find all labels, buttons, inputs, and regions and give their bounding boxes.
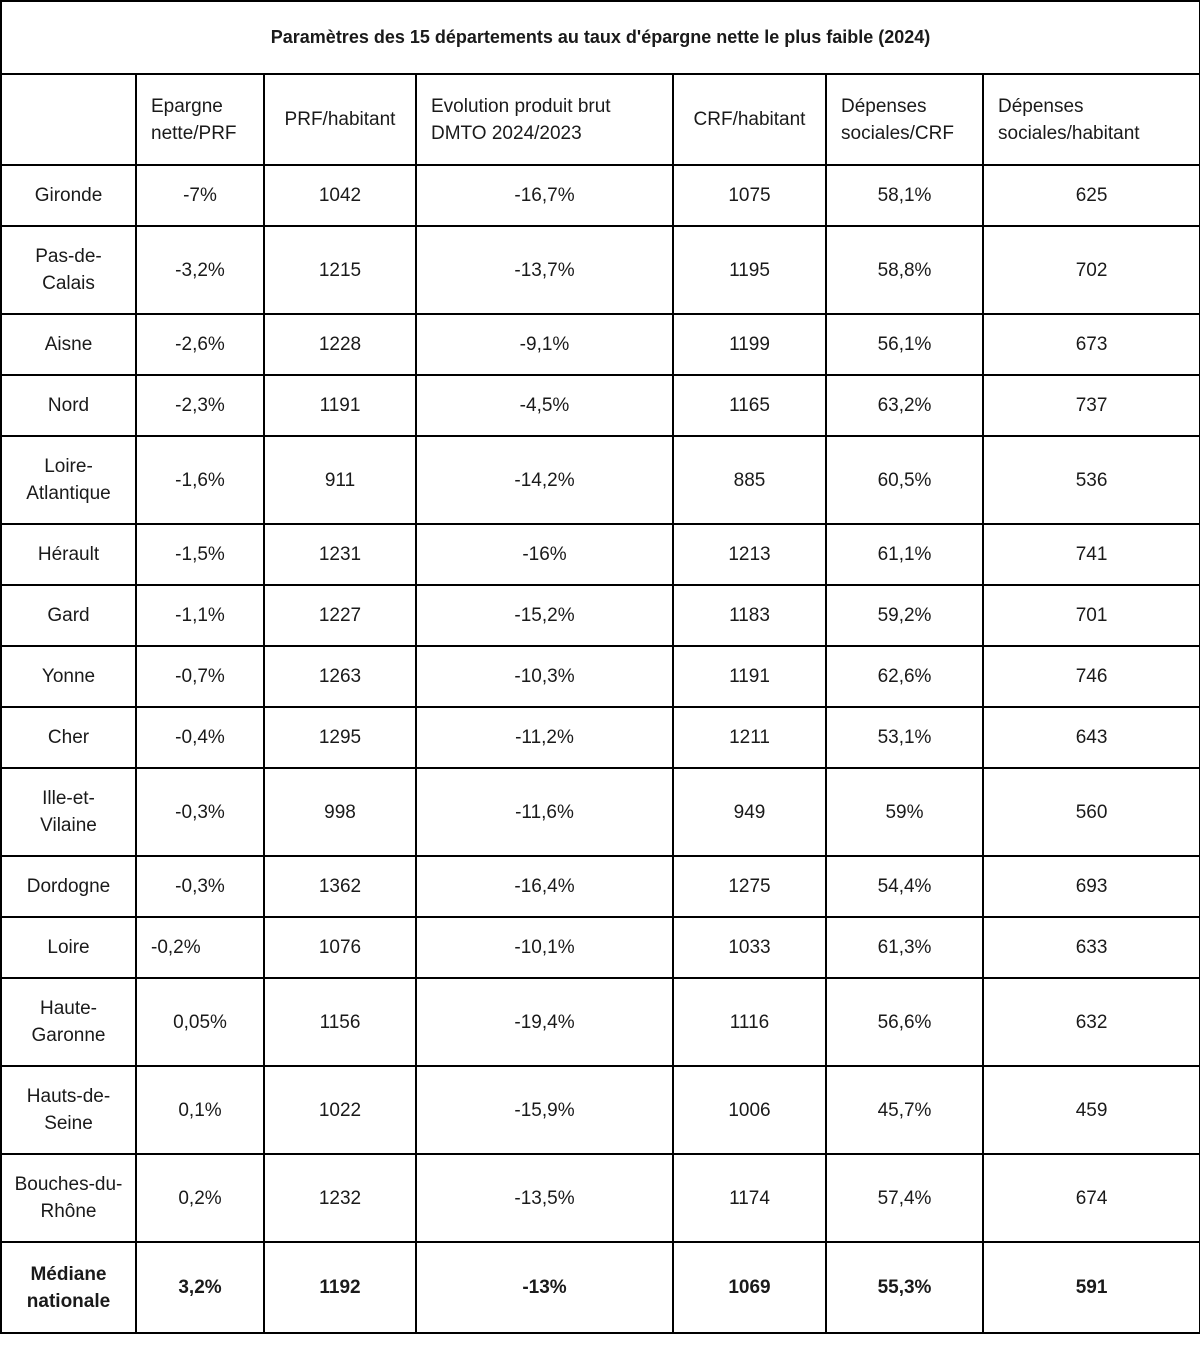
prf-habitant-cell: 1295 [264, 707, 416, 768]
depenses-sociales-habitant-cell: 737 [983, 375, 1200, 436]
evolution-dmto-cell: -15,2% [416, 585, 673, 646]
median-label-cell: Médiane nationale [1, 1242, 136, 1333]
evolution-dmto-cell: -10,1% [416, 917, 673, 978]
crf-habitant-cell: 1174 [673, 1154, 826, 1242]
departement-name-cell: Ille-et-Vilaine [1, 768, 136, 856]
table-row [1, 917, 1200, 978]
crf-habitant-cell: 1006 [673, 1066, 826, 1154]
epargne-nette-prf-cell: -0,7% [136, 646, 264, 707]
crf-habitant-cell: 1191 [673, 646, 826, 707]
departement-name-cell: Hauts-de-Seine [1, 1066, 136, 1154]
evolution-dmto-cell: -11,6% [416, 768, 673, 856]
epargne-nette-prf-cell: 0,1% [136, 1066, 264, 1154]
epargne-nette-prf-cell: -0,4% [136, 707, 264, 768]
crf-habitant-cell: 949 [673, 768, 826, 856]
depenses-sociales-crf-cell: 59% [826, 768, 983, 856]
depenses-sociales-habitant-cell: 643 [983, 707, 1200, 768]
depenses-sociales-habitant-cell: 633 [983, 917, 1200, 978]
evolution-dmto-cell: -4,5% [416, 375, 673, 436]
prf-habitant-cell: 1076 [264, 917, 416, 978]
header-prf-habitant: PRF/habitant [264, 74, 416, 165]
depenses-sociales-habitant-cell: 701 [983, 585, 1200, 646]
departement-name-cell: Cher [1, 707, 136, 768]
evolution-dmto-cell: -13,7% [416, 226, 673, 314]
table-row [1, 314, 1200, 375]
departement-name-cell: Loire [1, 917, 136, 978]
depenses-sociales-crf-cell: 62,6% [826, 646, 983, 707]
depenses-sociales-crf-cell: 60,5% [826, 436, 983, 524]
departement-name-cell: Gironde [1, 165, 136, 226]
prf-habitant-cell: 1263 [264, 646, 416, 707]
epargne-nette-prf-cell: -0,2% [136, 917, 264, 978]
epargne-nette-prf-cell: -2,6% [136, 314, 264, 375]
table-row [1, 1154, 1200, 1242]
depenses-sociales-habitant-cell: 674 [983, 1154, 1200, 1242]
table-row [1, 524, 1200, 585]
table-row [1, 375, 1200, 436]
evolution-dmto-cell: -13,5% [416, 1154, 673, 1242]
depenses-sociales-crf-cell: 53,1% [826, 707, 983, 768]
header-depenses-sociales-crf: Dépenses sociales/CRF [826, 74, 983, 165]
crf-habitant-cell: 1033 [673, 917, 826, 978]
prf-habitant-cell: 1228 [264, 314, 416, 375]
crf-habitant-cell: 1116 [673, 978, 826, 1066]
depenses-sociales-crf-cell: 58,1% [826, 165, 983, 226]
evolution-dmto-cell: -15,9% [416, 1066, 673, 1154]
epargne-nette-prf-cell: -7% [136, 165, 264, 226]
table-row [1, 436, 1200, 524]
prf-habitant-cell: 1215 [264, 226, 416, 314]
depenses-sociales-crf-cell: 61,3% [826, 917, 983, 978]
prf-habitant-cell: 998 [264, 768, 416, 856]
epargne-nette-prf-cell: -0,3% [136, 768, 264, 856]
table-body [1, 165, 1200, 1333]
depenses-sociales-crf-cell: 59,2% [826, 585, 983, 646]
crf-habitant-cell: 1183 [673, 585, 826, 646]
header-epargne-nette-prf: Epargne nette/PRF [136, 74, 264, 165]
header-departement [1, 74, 136, 165]
departement-name-cell: Dordogne [1, 856, 136, 917]
crf-habitant-cell: 1211 [673, 707, 826, 768]
prf-habitant-cell: 1022 [264, 1066, 416, 1154]
depenses-sociales-habitant-cell: 632 [983, 978, 1200, 1066]
crf-habitant-cell: 1195 [673, 226, 826, 314]
header-row [1, 74, 1200, 165]
table-row [1, 585, 1200, 646]
depenses-sociales-crf-cell: 56,1% [826, 314, 983, 375]
prf-habitant-cell: 1232 [264, 1154, 416, 1242]
depenses-sociales-crf-cell: 54,4% [826, 856, 983, 917]
evolution-dmto-cell: -16% [416, 524, 673, 585]
epargne-nette-prf-cell: -1,6% [136, 436, 264, 524]
table-row [1, 226, 1200, 314]
table-row [1, 978, 1200, 1066]
prf-habitant-cell: 1042 [264, 165, 416, 226]
depenses-sociales-habitant-cell: 693 [983, 856, 1200, 917]
evolution-dmto-cell: -16,4% [416, 856, 673, 917]
header-evolution-dmto: Evolution produit brut DMTO 2024/2023 [416, 74, 673, 165]
epargne-nette-prf-cell: 0,05% [136, 978, 264, 1066]
epargne-nette-prf-cell: -3,2% [136, 226, 264, 314]
evolution-dmto-cell: -14,2% [416, 436, 673, 524]
median-depenses-sociales-crf-cell: 55,3% [826, 1242, 983, 1333]
table-row [1, 1066, 1200, 1154]
epargne-nette-prf-cell: 0,2% [136, 1154, 264, 1242]
depenses-sociales-crf-cell: 45,7% [826, 1066, 983, 1154]
depenses-sociales-habitant-cell: 673 [983, 314, 1200, 375]
crf-habitant-cell: 1075 [673, 165, 826, 226]
table-row [1, 856, 1200, 917]
table-title: Paramètres des 15 départements au taux d'épargne nette le plus faible (2024) [1, 1, 1200, 74]
crf-habitant-cell: 1275 [673, 856, 826, 917]
table-row [1, 165, 1200, 226]
depenses-sociales-habitant-cell: 459 [983, 1066, 1200, 1154]
depenses-sociales-habitant-cell: 741 [983, 524, 1200, 585]
departement-name-cell: Haute-Garonne [1, 978, 136, 1066]
depenses-sociales-habitant-cell: 560 [983, 768, 1200, 856]
crf-habitant-cell: 1213 [673, 524, 826, 585]
depenses-sociales-crf-cell: 57,4% [826, 1154, 983, 1242]
departement-name-cell: Loire-Atlantique [1, 436, 136, 524]
departement-name-cell: Yonne [1, 646, 136, 707]
prf-habitant-cell: 1227 [264, 585, 416, 646]
depenses-sociales-habitant-cell: 746 [983, 646, 1200, 707]
evolution-dmto-cell: -10,3% [416, 646, 673, 707]
median-evolution-dmto-cell: -13% [416, 1242, 673, 1333]
evolution-dmto-cell: -11,2% [416, 707, 673, 768]
crf-habitant-cell: 1165 [673, 375, 826, 436]
crf-habitant-cell: 885 [673, 436, 826, 524]
median-crf-habitant-cell: 1069 [673, 1242, 826, 1333]
depenses-sociales-crf-cell: 63,2% [826, 375, 983, 436]
depenses-sociales-habitant-cell: 536 [983, 436, 1200, 524]
median-depenses-sociales-habitant-cell: 591 [983, 1242, 1200, 1333]
evolution-dmto-cell: -19,4% [416, 978, 673, 1066]
epargne-nette-prf-cell: -1,5% [136, 524, 264, 585]
header-depenses-sociales-habitant: Dépenses sociales/habitant [983, 74, 1200, 165]
depenses-sociales-habitant-cell: 625 [983, 165, 1200, 226]
departement-name-cell: Aisne [1, 314, 136, 375]
depenses-sociales-crf-cell: 61,1% [826, 524, 983, 585]
departement-name-cell: Gard [1, 585, 136, 646]
departement-name-cell: Pas-de-Calais [1, 226, 136, 314]
depenses-sociales-habitant-cell: 702 [983, 226, 1200, 314]
prf-habitant-cell: 1191 [264, 375, 416, 436]
prf-habitant-cell: 1231 [264, 524, 416, 585]
prf-habitant-cell: 1156 [264, 978, 416, 1066]
departement-name-cell: Hérault [1, 524, 136, 585]
header-crf-habitant: CRF/habitant [673, 74, 826, 165]
departement-name-cell: Bouches-du-Rhône [1, 1154, 136, 1242]
title-row [1, 1, 1200, 74]
median-prf-habitant-cell: 1192 [264, 1242, 416, 1333]
prf-habitant-cell: 911 [264, 436, 416, 524]
epargne-nette-prf-cell: -2,3% [136, 375, 264, 436]
table-row [1, 768, 1200, 856]
crf-habitant-cell: 1199 [673, 314, 826, 375]
prf-habitant-cell: 1362 [264, 856, 416, 917]
depenses-sociales-crf-cell: 58,8% [826, 226, 983, 314]
median-epargne-nette-prf-cell: 3,2% [136, 1242, 264, 1333]
epargne-nette-prf-cell: -0,3% [136, 856, 264, 917]
evolution-dmto-cell: -9,1% [416, 314, 673, 375]
depenses-sociales-crf-cell: 56,6% [826, 978, 983, 1066]
evolution-dmto-cell: -16,7% [416, 165, 673, 226]
table-row [1, 646, 1200, 707]
departement-name-cell: Nord [1, 375, 136, 436]
epargne-nette-prf-cell: -1,1% [136, 585, 264, 646]
median-row [1, 1242, 1200, 1333]
table-row [1, 707, 1200, 768]
